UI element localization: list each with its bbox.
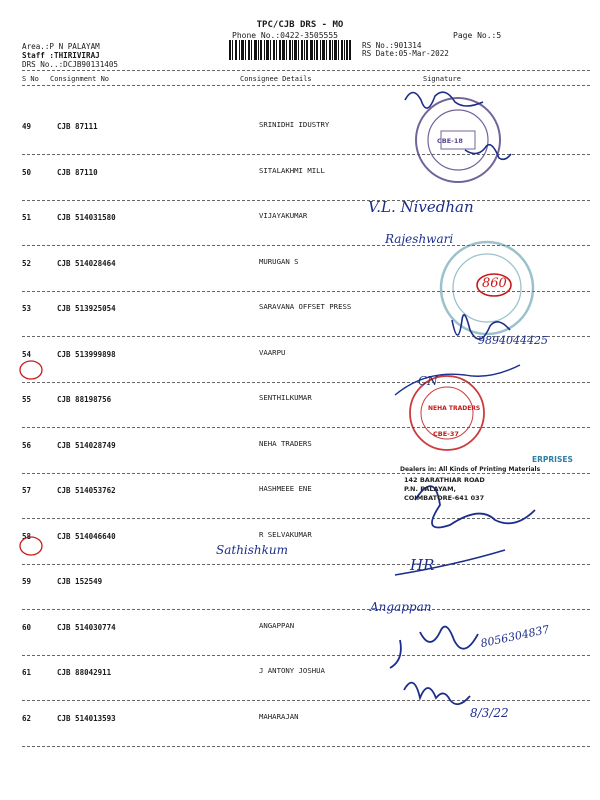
row-consignee: ANGAPPAN [259, 621, 295, 630]
row-consignee: VIJAYAKUMAR [259, 211, 308, 220]
row-divider [22, 200, 590, 201]
handwriting-phone-54: 9894044425 [478, 334, 548, 347]
column-consignment: Consignment No [50, 75, 110, 83]
column-signature: Signature [423, 75, 461, 83]
row-consignee: J ANTONY JOSHUA [259, 666, 325, 675]
handwriting-phone-61: 8056304837 [479, 622, 551, 651]
row-consignee: SENTHILKUMAR [259, 393, 312, 402]
handwriting-date-62: 8/3/22 [470, 706, 509, 720]
row-divider [22, 427, 590, 428]
row-consignee: HASHMEEE ENE [259, 484, 312, 493]
row-sno: 59 [22, 577, 32, 586]
document-title: TPC/CJB DRS - MO [256, 20, 344, 30]
handwriting-angappan: Angappan [370, 600, 432, 614]
row-consignment: CJB 514053762 [57, 486, 116, 495]
stamp-cbe-37: CBE-37 [433, 430, 459, 438]
staff-label: Staff :THIRIVIRAJ [22, 51, 100, 60]
stamp-cbe: CBE-18 [437, 137, 463, 145]
row-sno: 58 [22, 532, 32, 541]
row-sno: 52 [22, 259, 32, 268]
rs-number: RS No.:901314 [362, 41, 422, 50]
stamp-enterprises-line1: Dealers in: All Kinds of Printing Materials [400, 466, 541, 473]
row-consignment: CJB 88198756 [57, 395, 112, 404]
row-consignment: CJB 152549 [57, 577, 103, 586]
row-divider [22, 245, 590, 246]
row-divider [22, 564, 590, 565]
row-consignment: CJB 514013593 [57, 714, 116, 723]
header-top-rule [22, 70, 590, 71]
row-consignment: CJB 514046640 [57, 532, 116, 541]
row-divider [22, 655, 590, 656]
handwriting-nivedhan: V.L. Nivedhan [368, 198, 474, 216]
handwriting-cn: CN [418, 374, 438, 388]
row-consignee: VAARPU [259, 348, 286, 357]
row-sno: 55 [22, 395, 32, 404]
row-consignment: CJB 87110 [57, 168, 98, 177]
page-number: Page No.:5 [453, 31, 502, 40]
row-consignment: CJB 514028464 [57, 259, 116, 268]
row-divider [22, 518, 590, 519]
row-divider [22, 473, 590, 474]
row-divider [22, 382, 590, 383]
drs-number: DRS No..:DCJB90131405 [22, 60, 119, 69]
row-consignment: CJB 513925054 [57, 304, 116, 313]
area-label: Area.:P N PALAYAM [22, 42, 100, 51]
handwriting-rajeshwari: Rajeshwari [385, 232, 454, 246]
row-consignment: CJB 513999898 [57, 350, 116, 359]
row-sno: 54 [22, 350, 32, 359]
row-consignment: CJB 88042911 [57, 668, 112, 677]
row-consignee: SRINIDHI IDUSTRY [259, 120, 330, 129]
barcode [229, 40, 351, 60]
column-consignee: Consignee Details [240, 75, 312, 83]
row-sno: 50 [22, 168, 32, 177]
row-divider [22, 291, 590, 292]
stamp-enterprises-line3: P.N. PALAYAM, [404, 485, 457, 493]
phone-number: Phone No.:0422-3505555 [232, 31, 338, 40]
row-consignee: SARAVANA OFFSET PRESS [259, 302, 352, 311]
row-consignment: CJB 514030774 [57, 623, 116, 632]
row-divider [22, 746, 590, 747]
row-sno: 56 [22, 441, 32, 450]
row-divider [22, 609, 590, 610]
row-consignment: CJB 514028749 [57, 441, 116, 450]
row-consignment: CJB 87111 [57, 122, 98, 131]
row-consignee: NEHA TRADERS [259, 439, 312, 448]
row-divider [22, 700, 590, 701]
handwriting-hr: HR [410, 556, 435, 574]
row-sno: 51 [22, 213, 32, 222]
handwriting-860: 860 [482, 276, 507, 291]
row-sno: 61 [22, 668, 32, 677]
row-consignee: SITALAKHMI MILL [259, 166, 325, 175]
row-sno: 60 [22, 623, 32, 632]
stamp-enterprises-line2: 142 BARATHIAR ROAD [404, 476, 485, 484]
row-consignee: R SELVAKUMAR [259, 530, 312, 539]
handwriting-sathish: Sathishkum [216, 543, 289, 557]
row-sno: 49 [22, 122, 32, 131]
column-sno: S No [22, 75, 39, 83]
header-bottom-rule [22, 85, 590, 86]
rs-date: RS Date:05-Mar-2022 [362, 49, 449, 58]
row-sno: 53 [22, 304, 32, 313]
stamp-enterprises-brand: ERPRISES [532, 455, 573, 464]
row-consignment: CJB 514031580 [57, 213, 116, 222]
stamp-enterprises-line4: COIMBATORE-641 037 [404, 494, 485, 502]
row-consignee: MAHARAJAN [259, 712, 299, 721]
row-sno: 57 [22, 486, 32, 495]
stamp-neha: NEHA TRADERS [428, 405, 481, 412]
row-sno: 62 [22, 714, 32, 723]
row-consignee: MURUGAN S [259, 257, 299, 266]
row-divider [22, 154, 590, 155]
